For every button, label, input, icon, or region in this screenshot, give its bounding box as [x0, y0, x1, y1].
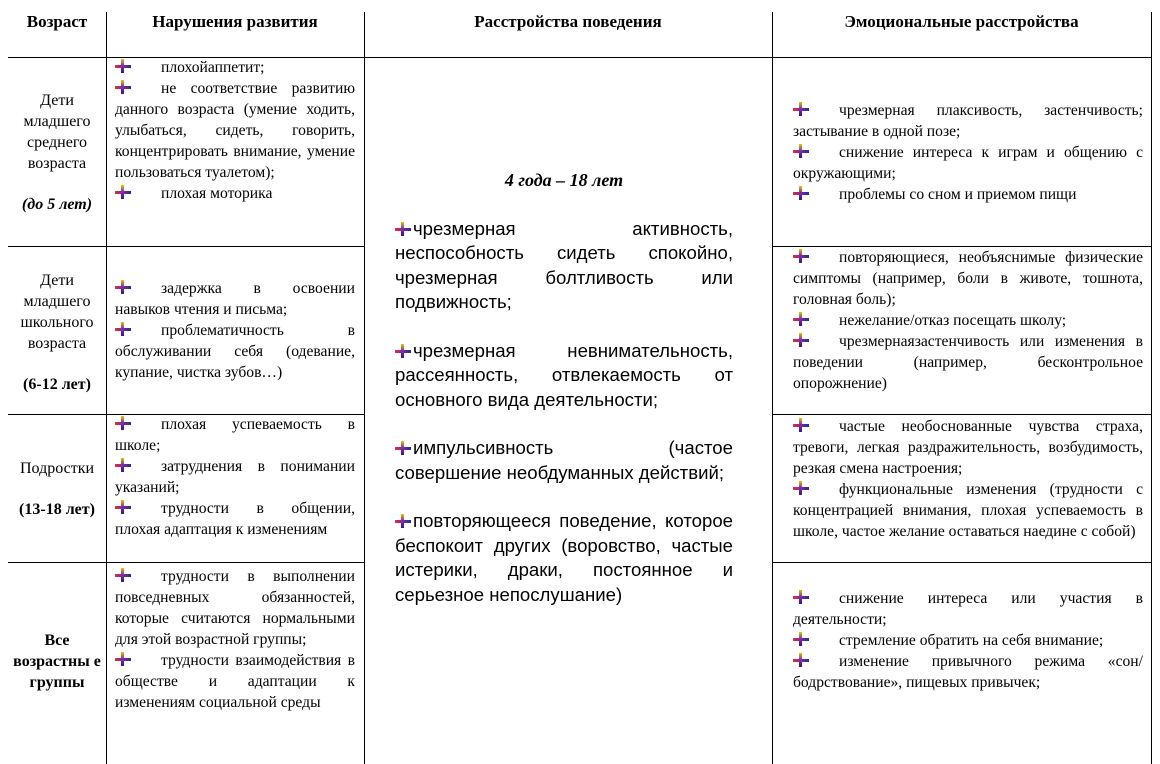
development-cell: [115, 278, 355, 383]
list-item: плохая моторика: [115, 183, 355, 204]
bullet-icon: [793, 312, 809, 326]
bullet-icon: [115, 322, 131, 336]
list-item: плохойаппетит;: [115, 57, 355, 78]
bullet-icon: [395, 514, 411, 528]
grid-line: [1151, 12, 1152, 764]
list-item: задержка в освоении навыков чтения и письма;: [115, 280, 355, 318]
bullet-icon: [115, 652, 131, 666]
header-behavior: Расстройства поведения: [474, 12, 662, 31]
bullet-icon: [115, 280, 131, 294]
grid-line: [106, 12, 107, 764]
bullet-icon: [793, 632, 809, 646]
bullet-icon: [115, 458, 131, 472]
grid-line: [772, 562, 1151, 563]
bullet-icon: [793, 249, 809, 263]
grid-line: [772, 12, 773, 764]
behavior-cell: [395, 168, 733, 631]
bullet-icon: [115, 568, 131, 582]
list-item: трудности взаимодействия в обществе и адаптации к изменениям социальной среды: [115, 652, 355, 711]
header-emotional: Эмоциональные расстройства: [844, 12, 1079, 31]
list-item: не соответствие развитию данного возраста (умение ходить, улыбаться, сидеть, говорить, концентрировать внимание, умение пользоваться туалетом);: [115, 80, 355, 181]
development-cell: [115, 414, 355, 540]
bullet-icon: [793, 418, 809, 432]
emotional-cell: [793, 100, 1143, 205]
development-cell: [115, 566, 355, 713]
age-label: Подростки: [19, 460, 95, 477]
list-item: повторяющееся поведение, которое беспокоит других (воровство, частые истерики, драки, постоянное и серьезное непослушание): [395, 510, 733, 605]
age-range: (6-12 лет): [23, 376, 91, 393]
bullet-icon: [115, 416, 131, 430]
list-item: затруднения в понимании указаний;: [115, 458, 355, 496]
list-item: функциональные изменения (трудности с концентрацией внимания, плохая успеваемость в школе, частое желание оставаться наедине с собой): [793, 481, 1143, 540]
list-item: чрезмерная плаксивость, застенчивость; застывание в одной позе;: [793, 102, 1143, 140]
list-item: частые необоснованные чувства страха, тревоги, легкая раздражительность, возбудимость, резкая смена настроения;: [793, 418, 1143, 477]
bullet-icon: [115, 80, 131, 94]
age-cell: [8, 90, 106, 215]
grid-line: [8, 562, 364, 563]
bullet-icon: [793, 144, 809, 158]
header-age: Возраст: [26, 12, 88, 31]
list-item: трудности в выполнении повседневных обязанностей, которые считаются нормальными для этой возрастной группы;: [115, 568, 355, 648]
age-range: (до 5 лет): [21, 196, 93, 213]
emotional-cell: [793, 247, 1143, 394]
grid-line: [772, 414, 1151, 415]
bullet-icon: [793, 333, 809, 347]
list-item: повторяющиеся, необъяснимые физические симптомы (например, боли в животе, тошнота, головная боль);: [793, 249, 1143, 308]
bullet-icon: [793, 186, 809, 200]
age-label: Дети младшего школьного возраста: [20, 272, 94, 352]
bullet-icon: [793, 653, 809, 667]
age-cell: [8, 458, 106, 520]
development-cell: [115, 57, 355, 204]
bullet-icon: [115, 185, 131, 199]
list-item: проблемы со сном и приемом пищи: [793, 184, 1143, 205]
list-item: стремление обратить на себя внимание;: [793, 630, 1143, 651]
bullet-icon: [395, 222, 411, 236]
grid-line: [364, 12, 365, 764]
age-label: Дети младшего среднего возраста: [23, 92, 91, 172]
age-label: Все возрастны е группы: [13, 632, 101, 691]
age-range: (13-18 лет): [19, 501, 95, 518]
list-item: изменение привычного режима «сон/бодрствование», пищевых привычек;: [793, 653, 1143, 691]
age-cell: [8, 270, 106, 395]
bullet-icon: [395, 441, 411, 455]
emotional-cell: [793, 416, 1143, 542]
list-item: плохая успеваемость в школе;: [115, 416, 355, 454]
list-item: чрезмерная невнимательность, рассеянность, отвлекаемость от основного вида деятельности;: [395, 339, 733, 410]
grid-line: [8, 246, 364, 247]
bullet-icon: [793, 102, 809, 116]
bullet-icon: [115, 59, 131, 73]
age-cell: [8, 630, 106, 693]
list-item: чрезмернаязастенчивость или изменения в поведении (например, бесконтрольное опорожнение): [793, 333, 1143, 392]
bullet-icon: [793, 590, 809, 604]
list-item: нежелание/отказ посещать школу;: [793, 310, 1143, 331]
header-development: Нарушения развития: [152, 12, 318, 31]
behavior-heading: 4 года – 18 лет: [504, 170, 624, 190]
bullet-icon: [395, 344, 411, 358]
list-item: проблематичность в обслуживании себя (одевание, купание, чистка зубов…): [115, 322, 355, 381]
list-item: трудности в общении, плохая адаптация к изменениям: [115, 500, 355, 538]
bullet-icon: [115, 500, 131, 514]
emotional-cell: [793, 588, 1143, 693]
list-item: импульсивность (частое совершение необдуманных действий;: [395, 437, 733, 483]
list-item: снижение интереса к играм и общению с окружающими;: [793, 144, 1143, 182]
list-item: снижение интереса или участия в деятельности;: [793, 590, 1143, 628]
bullet-icon: [793, 481, 809, 495]
list-item: чрезмерная активность, неспособность сидеть спокойно, чрезмерная болтливость или подвижность;: [395, 217, 733, 312]
